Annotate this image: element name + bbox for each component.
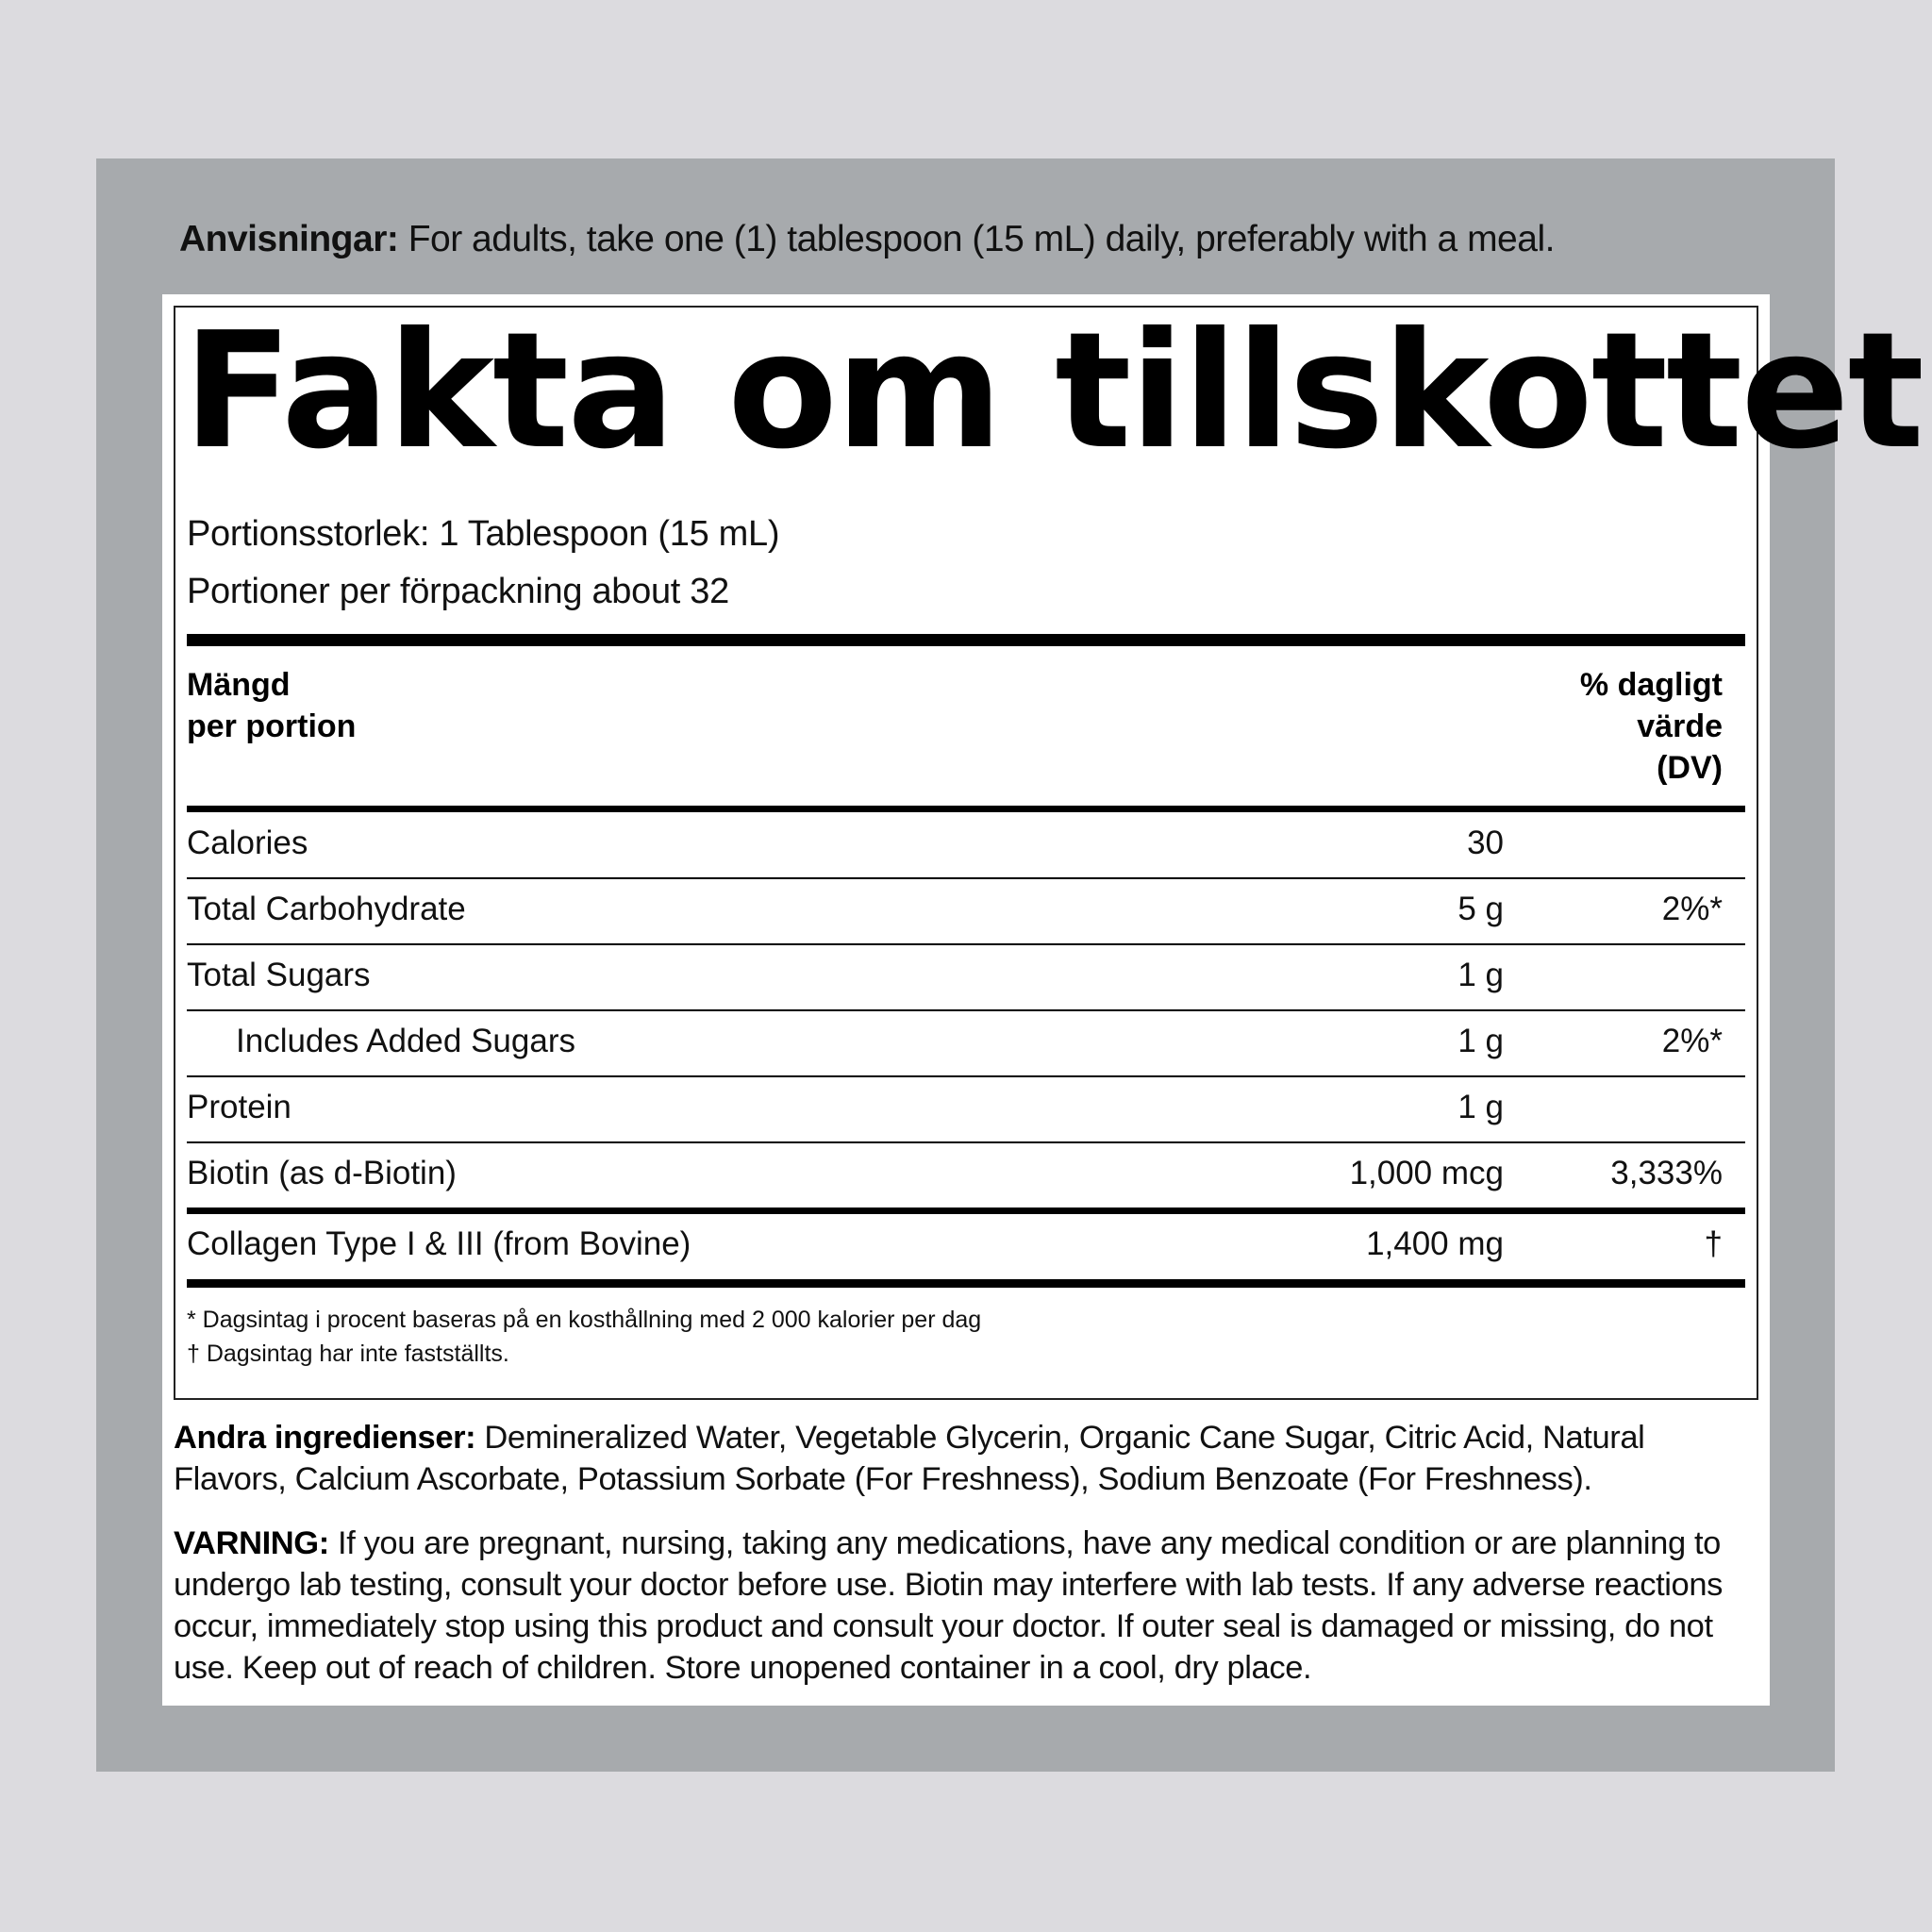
header-right-line: värde [1637, 708, 1723, 744]
nutrient-dv: † [1704, 1225, 1723, 1262]
thick-divider [187, 1279, 1745, 1288]
nutrient-name: Total Carbohydrate [187, 891, 466, 927]
warning-label: VARNING: [174, 1525, 329, 1561]
nutrient-name: Collagen Type I & III (from Bovine) [187, 1225, 691, 1262]
nutrient-name: Total Sugars [187, 957, 371, 993]
nutrient-dv: 2%* [1661, 891, 1723, 927]
footnote-not-established: † Dagsintag har inte fastställts. [187, 1341, 509, 1367]
nutrient-row [187, 877, 1745, 941]
nutrient-amount: 30 [1467, 824, 1504, 861]
warning [174, 1523, 1758, 1689]
servings-per-container: Portioner per förpackning about 32 [187, 572, 729, 611]
nutrient-amount: 1,400 mg [1366, 1225, 1504, 1262]
directions-text: For adults, take one (1) tablespoon (15 mL) daily, preferably with a meal. [398, 219, 1555, 259]
header-left-line: per portion [187, 708, 357, 744]
nutrient-amount: 5 g [1457, 891, 1504, 927]
nutrient-name: Calories [187, 824, 308, 861]
nutrient-row [187, 1141, 1745, 1206]
nutrient-name: Biotin (as d-Biotin) [187, 1155, 457, 1191]
nutrient-amount: 1,000 mcg [1349, 1155, 1504, 1191]
warning-text: If you are pregnant, nursing, taking any medications, have any medical condition or are planning to undergo lab testing, consult your doctor before use. Biotin may interfere with lab tests. If any adverse reactions occur, immediately stop using this product and consult your doctor. If outer seal is damaged or missing, do not use. Keep out of reach of children. Store unopened container in a cool, dry place. [174, 1525, 1723, 1686]
other-ingredients-label: Andra ingredienser: [174, 1420, 476, 1456]
thick-divider [187, 634, 1745, 646]
other-ingredients-text: Demineralized Water, Vegetable Glycerin, Organic Cane Sugar, Citric Acid, Natural Flavors, Calcium Ascorbate, Potassium Sorbate (For Freshness), Sodium Benzoate (For Freshness). [174, 1420, 1645, 1497]
nutrient-row [187, 1075, 1745, 1140]
amount-per-serving-header [187, 664, 356, 747]
nutrient-dv: 3,333% [1610, 1155, 1723, 1191]
nutrient-name: Protein [187, 1089, 291, 1125]
directions [179, 219, 1783, 260]
footnote-daily-value: * Dagsintag i procent baseras på en kosthållning med 2 000 kalorier per dag [187, 1307, 982, 1333]
header-left-line: Mängd [187, 667, 291, 703]
nutrient-amount: 1 g [1457, 1023, 1504, 1059]
daily-value-header [1580, 664, 1723, 789]
facts-title: Fakta om tillskottet [183, 298, 1923, 485]
nutrient-name: Includes Added Sugars [236, 1023, 575, 1059]
nutrient-row [187, 1009, 1745, 1074]
nutrient-row [187, 811, 1745, 875]
other-ingredients [174, 1417, 1758, 1500]
directions-label: Anvisningar: [179, 219, 399, 259]
nutrient-dv: 2%* [1661, 1023, 1723, 1059]
nutrient-amount: 1 g [1457, 1089, 1504, 1125]
header-right-line: % dagligt [1579, 667, 1723, 703]
nutrient-amount: 1 g [1457, 957, 1504, 993]
nutrient-row [187, 943, 1745, 1008]
serving-size: Portionsstorlek: 1 Tablespoon (15 mL) [187, 514, 780, 554]
nutrient-row [187, 1211, 1745, 1277]
header-right-line: (DV) [1657, 750, 1723, 786]
